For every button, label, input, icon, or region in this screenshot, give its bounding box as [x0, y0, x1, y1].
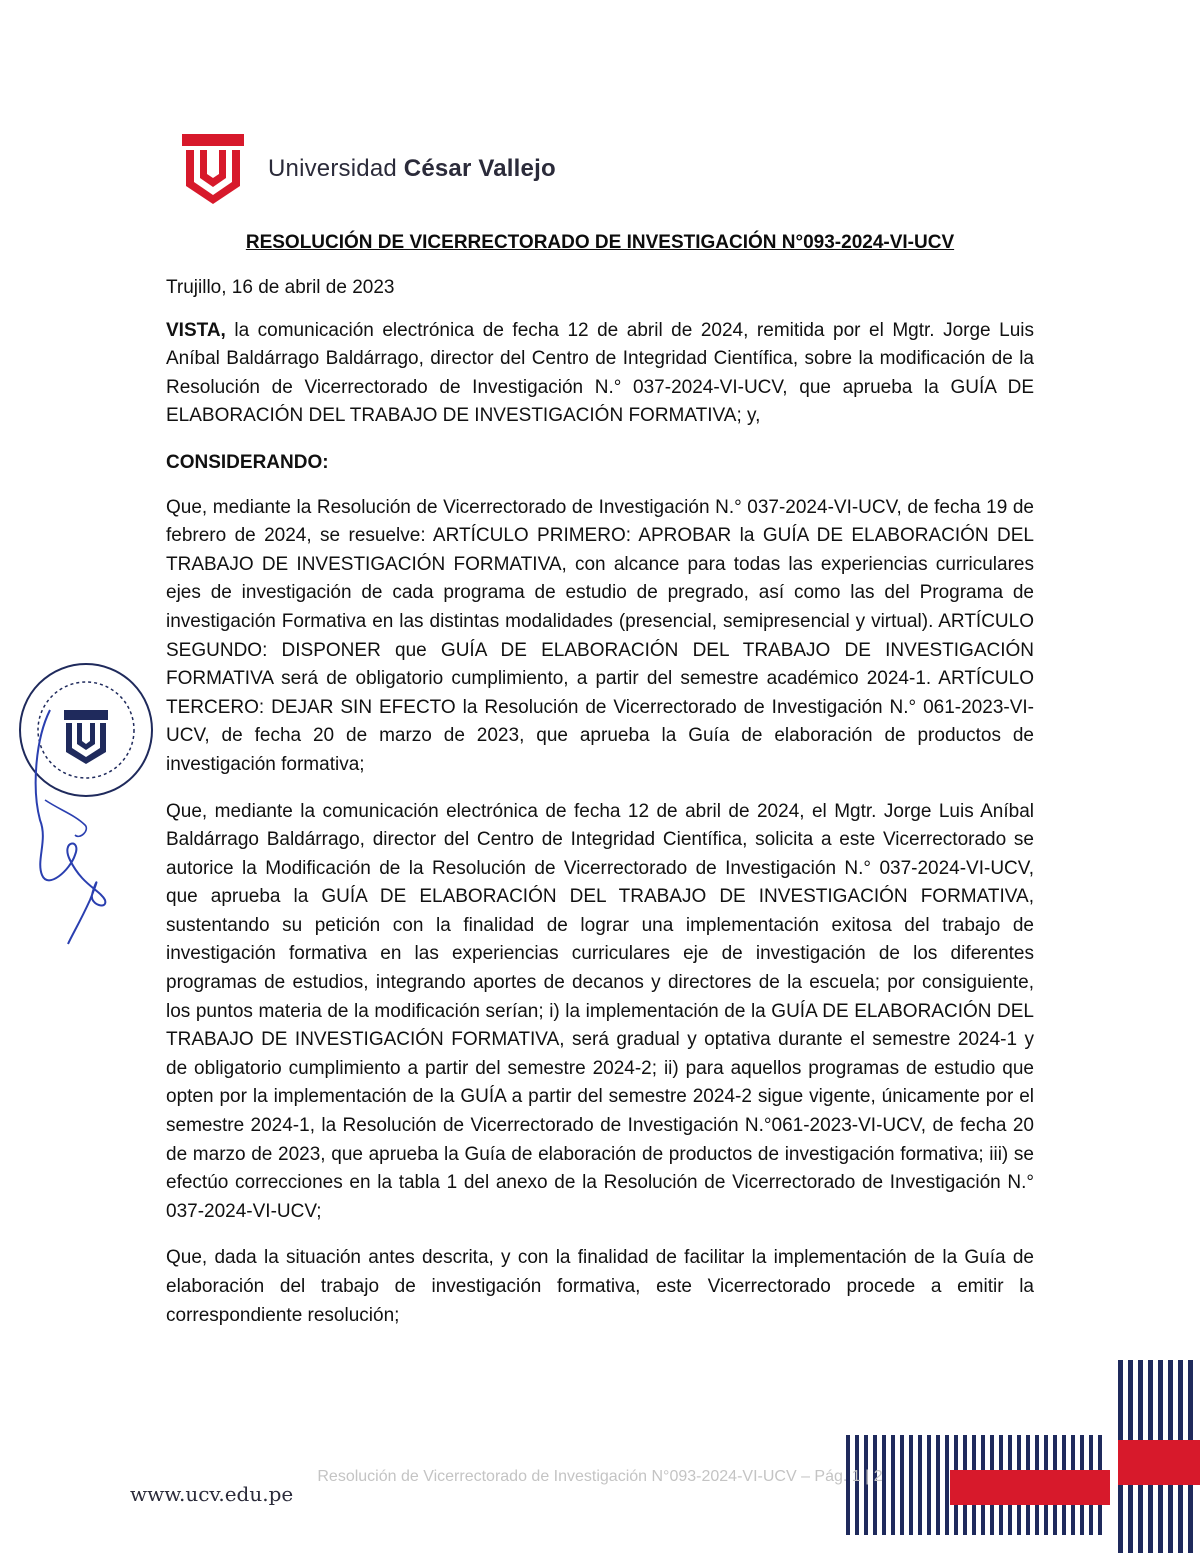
university-name-regular: Universidad — [268, 155, 404, 182]
paragraph-3: Que, dada la situación antes descrita, y con la finalidad de facilitar la implementación de la Guía de elaboración del trabajo de investigación formativa, este Vicerrectorado procede a emitir la correspondiente resolución; — [166, 1247, 1034, 1326]
website-url[interactable]: www.ucv.edu.pe — [130, 1482, 294, 1506]
ucv-crest-icon — [182, 134, 244, 204]
university-logo — [182, 134, 556, 204]
handwritten-signature-icon — [30, 700, 140, 945]
date-line: Trujillo, 16 de abril de 2023 — [166, 277, 395, 298]
page-footer-label: Resolución de Vicerrectorado de Investigación N°093-2024-VI-UCV – Pág. 1 | 2 — [317, 1468, 883, 1485]
vista-text: la comunicación electrónica de fecha 12 de abril de 2024, remitida por el Mgtr. Jorge Luis Aníbal Baldárrago Baldárrago, director del Centro de Integridad Científica, sobre la modificación de la Resolución de Vicerrectorado de Investigación N.° 037-2024-VI-UCV, que aprueba la GUÍA DE ELABORACIÓN DEL TRABAJO DE INVESTIGACIÓN FORMATIVA; y, — [166, 319, 1034, 427]
resolution-title: RESOLUCIÓN DE VICERRECTORADO DE INVESTIGACIÓN N°093-2024-VI-UCV — [245, 232, 955, 253]
decorative-bars-right — [1118, 1360, 1200, 1553]
vista-paragraph — [166, 317, 1034, 431]
university-name — [268, 155, 556, 183]
decorative-bars — [800, 1360, 1200, 1553]
university-name-bold: César Vallejo — [403, 155, 556, 182]
considerando-heading: CONSIDERANDO: — [166, 451, 329, 473]
document-body — [166, 274, 1034, 1348]
paragraph-2: Que, mediante la comunicación electrónica de fecha 12 de abril de 2024, el Mgtr. Jorge Luis Aníbal Baldárrago Baldárrago, director del Centro de Integridad Científica, solicita a este Vicerrectorado se autorice la Modificación de la Resolución de Vicerrectorado de Investigación N.° 037-2024-VI-UCV, que aprueba la GUÍA DE ELABORACIÓN DEL TRABAJO DE INVESTIGACIÓN FORMATIVA, sustentando su petición con la finalidad de lograr una implementación exitosa del trabajo de investigación formativa en las experiencias curriculares eje de investigación de los diferentes programas de estudios, integrando aportes de decanos y directores de la escuela; por consiguiente, los puntos materia de la modificación serían; i) la implementación de la GUÍA DE ELABORACIÓN DEL TRABAJO DE INVESTIGACIÓN FORMATIVA, será gradual y optativa durante el semestre 2024-1 y de obligatorio cumplimiento a partir del semestre 2024-2; ii) para aquellos programas de estudio que opten por la implementación de la GUÍA a partir del semestre 2024-2 sigue vigente, únicamente por el semestre 2024-1, la Resolución de Vicerrectorado de Investigación N.°061-2023-VI-UCV, de fecha 20 de marzo de 2023, que aprueba la Guía de elaboración de productos de investigación formativa; iii) se efectúo correcciones en la tabla 1 del anexo de la Resolución de Vicerrectorado de Investigación N.° 037-2024-VI-UCV; — [166, 800, 1034, 1222]
paragraph-1: Que, mediante la Resolución de Vicerrectorado de Investigación N.° 037-2024-VI-UCV, de fecha 19 de febrero de 2024, se resuelve: ARTÍCULO PRIMERO: APROBAR la GUÍA DE ELABORACIÓN DEL TRABAJO DE INVESTIGACIÓN FORMATIVA, con alcance para todas las experiencias curriculares ejes de investigación de cada programa de estudio de pregrado, así como las del Programa de investigación Formativa en las distintas modalidades (presencial, semipresencial y virtual). ARTÍCULO SEGUNDO: DISPONER que GUÍA DE ELABORACIÓN DEL TRABAJO DE INVESTIGACIÓN FORMATIVA será de obligatorio cumplimiento, a partir del semestre académico 2024-1. ARTÍCULO TERCERO: DEJAR SIN EFECTO la Resolución de Vicerrectorado de Investigación N.° 061-2023-VI-UCV, de fecha 20 de marzo de 2023, que aprueba la Guía de elaboración de productos de investigación formativa; — [166, 496, 1034, 775]
vista-label: VISTA, — [166, 319, 226, 341]
